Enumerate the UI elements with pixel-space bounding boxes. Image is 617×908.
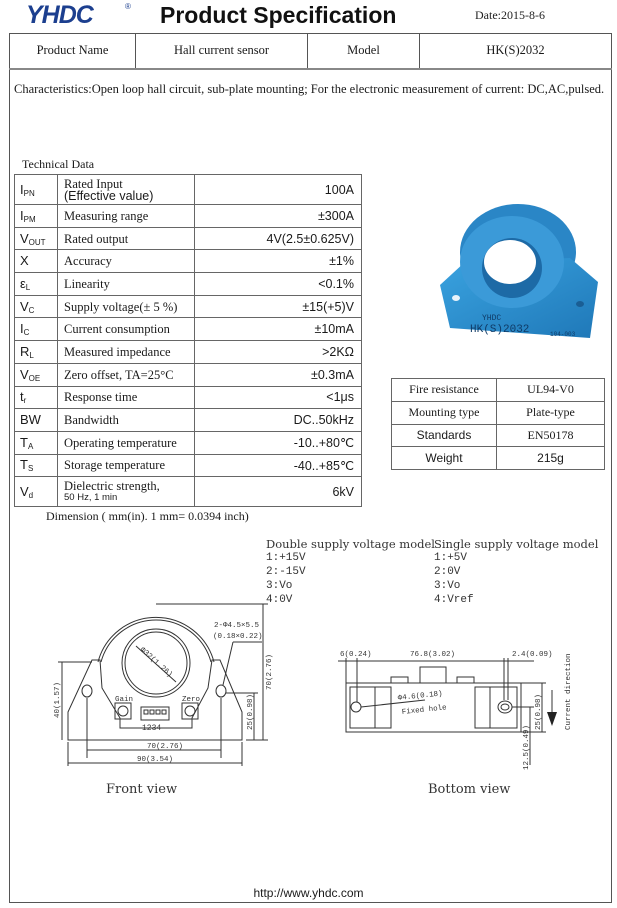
tech-row xyxy=(15,454,362,477)
symbol-cell xyxy=(15,341,58,364)
tech-row xyxy=(15,341,362,364)
parameter: Measured impedance xyxy=(64,344,171,359)
double-pin-1: 1:+15V xyxy=(266,552,306,564)
svg-text:104-003: 104-003 xyxy=(550,331,576,338)
dimension-note: Dimension ( mm(in). 1 mm= 0.0394 inch) xyxy=(46,509,249,523)
depth-dim: 25(0.98) xyxy=(535,693,543,730)
svg-text:YHDC: YHDC xyxy=(482,314,502,323)
symbol: ε xyxy=(20,275,26,291)
symbol-cell xyxy=(15,318,58,341)
front-view-label: Front view xyxy=(106,782,178,797)
parameter: Linearity xyxy=(64,276,110,291)
value-cell: <0.1% xyxy=(195,273,362,296)
tech-row xyxy=(15,431,362,454)
tech-row xyxy=(15,409,362,432)
symbol-subscript: S xyxy=(27,464,34,474)
spec-key: Weight xyxy=(392,447,497,470)
parameter-cell xyxy=(58,386,195,409)
value-cell: ±300A xyxy=(195,205,362,228)
fixed-hole-label: Fixed hole xyxy=(401,704,448,717)
tech-row xyxy=(15,273,362,296)
parameter: Storage temperature xyxy=(64,458,165,473)
parameter: Accuracy xyxy=(64,254,112,269)
product-name-label: Product Name xyxy=(10,34,136,69)
company-logo xyxy=(26,1,131,29)
symbol: V xyxy=(20,483,29,499)
value-cell: >2KΩ xyxy=(195,341,362,364)
symbol: I xyxy=(20,181,24,197)
spec-row xyxy=(392,447,605,470)
spec-value: EN50178 xyxy=(497,424,605,447)
symbol-cell xyxy=(15,454,58,477)
parameter-cell xyxy=(58,273,195,296)
symbol: X xyxy=(20,253,29,269)
symbol-subscript: PM xyxy=(23,214,36,224)
parameter: Rated output xyxy=(64,231,129,246)
website-link[interactable]: http://www.yhdc.com xyxy=(253,886,364,900)
double-supply-pinout xyxy=(266,537,435,607)
symbol-subscript: r xyxy=(23,396,27,406)
symbol: T xyxy=(20,457,28,473)
symbol-cell xyxy=(15,431,58,454)
model-value: HK(S)2032 xyxy=(420,34,612,69)
symbol-cell xyxy=(15,363,58,386)
left-offset-dim: 6(0.24) xyxy=(340,651,372,659)
front-view-drawing xyxy=(40,600,280,770)
tech-row xyxy=(15,250,362,273)
tech-row xyxy=(15,477,362,507)
symbol: R xyxy=(20,343,30,359)
parameter: Supply voltage(± 5 %) xyxy=(64,299,178,314)
product-name-value: Hall current sensor xyxy=(136,34,308,69)
symbol-cell xyxy=(15,205,58,228)
symbol-subscript: OUT xyxy=(28,237,46,247)
double-supply-title: Double supply voltage model xyxy=(266,537,435,551)
width-dim: 90(3.54) xyxy=(137,756,174,764)
hole-dim-in: (0.18×0.22) xyxy=(213,633,263,641)
zero-label: Zero xyxy=(182,696,201,704)
product-info-table xyxy=(9,33,612,70)
parameter-cell xyxy=(58,295,195,318)
parameter: Dielectric strength, xyxy=(64,478,160,493)
symbol-cell xyxy=(15,273,58,296)
single-supply-pinout xyxy=(434,537,598,607)
double-pin-3: 3:Vo xyxy=(266,580,293,592)
symbol-subscript: PN xyxy=(23,188,35,198)
document-date: Date:2015-8-6 xyxy=(475,8,545,22)
gain-label: Gain xyxy=(115,696,134,704)
value-cell: ±10mA xyxy=(195,318,362,341)
spec-key: Fire resistance xyxy=(392,379,497,402)
parameter-note: 50 Hz, 1 min xyxy=(64,491,118,503)
half-depth-dim: 12.5(0.49) xyxy=(523,724,531,770)
value-cell: ±1% xyxy=(195,250,362,273)
spec-row xyxy=(392,401,605,424)
value-cell: 4V(2.5±0.625V) xyxy=(195,227,362,250)
tech-row xyxy=(15,318,362,341)
symbol: V xyxy=(20,298,29,314)
spec-key: Mounting type xyxy=(392,401,497,424)
product-marking: HK(S)2032 xyxy=(470,324,530,336)
parameter: Current consumption xyxy=(64,322,170,337)
bottom-view-label: Bottom view xyxy=(428,782,511,797)
hole-height-dim: 25(0.98) xyxy=(247,693,255,730)
parameter-cell xyxy=(58,431,195,454)
value-cell: DC..50kHz xyxy=(195,409,362,432)
spec-row xyxy=(392,379,605,402)
symbol-cell xyxy=(15,477,58,507)
value-cell: 6kV xyxy=(195,477,362,507)
base-height-dim: 40(1.57) xyxy=(54,681,62,718)
tech-row xyxy=(15,295,362,318)
parameter: Zero offset, TA=25°C xyxy=(64,367,174,382)
spec-row xyxy=(392,424,605,447)
value-cell: ±15(+5)V xyxy=(195,295,362,318)
spec-key: Standards xyxy=(392,424,497,447)
current-direction-label: Current direction xyxy=(565,653,573,730)
symbol-subscript: L xyxy=(29,350,34,360)
technical-data-table xyxy=(14,174,362,507)
parameter: Bandwidth xyxy=(64,413,119,428)
symbol-subscript: d xyxy=(28,490,34,500)
spec-value: UL94-V0 xyxy=(497,379,605,402)
symbol-subscript: L xyxy=(25,282,31,292)
value-cell: -10..+80℃ xyxy=(195,431,362,454)
symbol-subscript: C xyxy=(23,328,30,338)
footer-url[interactable] xyxy=(0,886,617,900)
single-pin-1: 1:+5V xyxy=(434,552,468,564)
double-pin-2: 2:-15V xyxy=(266,566,306,578)
single-pin-2: 2:0V xyxy=(434,566,461,578)
symbol: V xyxy=(20,230,29,246)
model-label: Model xyxy=(308,34,420,69)
product-photo xyxy=(430,190,600,350)
parameter-cell xyxy=(58,454,195,477)
symbol-cell xyxy=(15,175,58,205)
symbol-cell xyxy=(15,227,58,250)
symbol: t xyxy=(20,389,24,405)
single-pin-3: 3:Vo xyxy=(434,580,461,592)
spec-table xyxy=(391,378,605,470)
single-supply-title: Single supply voltage model xyxy=(434,537,599,551)
symbol-subscript: A xyxy=(27,441,34,451)
symbol-cell xyxy=(15,250,58,273)
technical-data-heading: Technical Data xyxy=(22,157,95,171)
symbol-subscript: C xyxy=(28,305,35,315)
parameter-cell xyxy=(58,341,195,364)
parameter-cell xyxy=(58,227,195,250)
parameter-cell xyxy=(58,318,195,341)
tech-row xyxy=(15,175,362,205)
symbol: I xyxy=(20,207,24,223)
page-title: Product Specification xyxy=(160,2,397,28)
right-offset-dim: 2.4(0.09) xyxy=(512,651,553,659)
value-cell: -40..+85℃ xyxy=(195,454,362,477)
symbol: V xyxy=(20,366,29,382)
value-cell: ±0.3mA xyxy=(195,363,362,386)
single-pin-4: 4:Vref xyxy=(434,594,474,606)
symbol: I xyxy=(20,321,24,337)
aperture-dim: Φ32(1.26) xyxy=(137,646,174,680)
symbol: BW xyxy=(20,412,41,428)
parameter-cell xyxy=(58,363,195,386)
double-pin-4: 4:0V xyxy=(266,594,293,606)
parameter: Measuring range xyxy=(64,208,149,223)
characteristics-text: Characteristics:Open loop hall circuit, sub-plate mounting; For the electronic measurement of current: DC,AC,pulsed. xyxy=(14,82,605,96)
spec-value: 215g xyxy=(497,447,605,470)
parameter-cell xyxy=(58,175,195,205)
parameter-cell xyxy=(58,205,195,228)
parameter-cell xyxy=(58,477,195,507)
bottom-view-drawing xyxy=(320,640,580,780)
hole-spacing-dim: 70(2.76) xyxy=(147,743,184,751)
symbol-cell xyxy=(15,386,58,409)
product-info-row xyxy=(10,34,612,69)
hole-dim: 2-Φ4.5×5.5 xyxy=(214,622,260,630)
tech-row xyxy=(15,205,362,228)
tech-row xyxy=(15,386,362,409)
parameter-note: (Effective value) xyxy=(64,188,154,203)
sensor-image xyxy=(430,190,600,350)
span-dim: 76.8(3.02) xyxy=(410,651,456,659)
parameter: Operating temperature xyxy=(64,435,177,450)
connector-pins: 1234 xyxy=(142,724,162,733)
symbol-cell xyxy=(15,295,58,318)
tech-row xyxy=(15,363,362,386)
total-height-dim: 70(2.76) xyxy=(266,653,274,690)
fixed-hole-dim: Φ4.6(0.18) xyxy=(397,690,444,703)
logo-text: YHDC xyxy=(26,1,93,29)
symbol-cell xyxy=(15,409,58,432)
registered-mark: ® xyxy=(125,2,131,11)
parameter-cell xyxy=(58,250,195,273)
parameter-cell xyxy=(58,409,195,432)
parameter: Response time xyxy=(64,390,138,405)
spec-value: Plate-type xyxy=(497,401,605,424)
tech-row xyxy=(15,227,362,250)
value-cell: 100A xyxy=(195,175,362,205)
symbol-subscript: OE xyxy=(28,373,41,383)
value-cell: <1μs xyxy=(195,386,362,409)
symbol: T xyxy=(20,434,28,450)
parameter: Rated Input xyxy=(64,176,123,191)
